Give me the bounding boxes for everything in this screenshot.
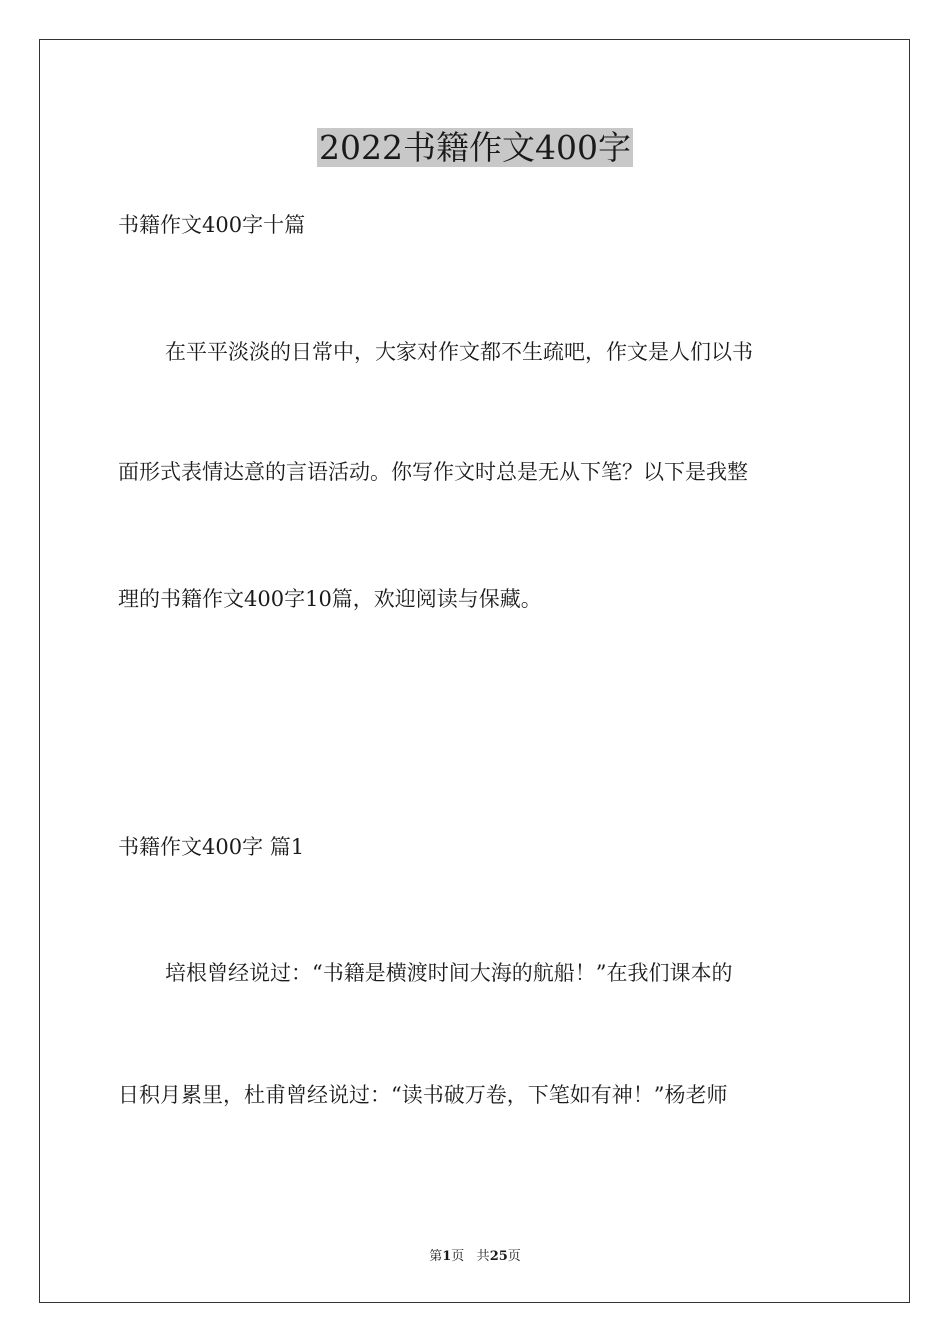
page-prefix: 第: [429, 1249, 443, 1264]
total-prefix: 共: [476, 1249, 490, 1264]
document-title-text: 2022书籍作文400字: [319, 128, 631, 167]
page-number: 1: [442, 1249, 452, 1264]
page-footer: [0, 1248, 950, 1266]
intro-line-1: 在平平淡淡的日常中，大家对作文都不生疏吧，作文是人们以书: [165, 340, 753, 364]
section-heading: 书籍作文400字 篇1: [118, 835, 305, 859]
subtitle: 书籍作文400字十篇: [118, 213, 306, 237]
page-suffix: 页: [451, 1249, 465, 1264]
intro-line-2: 面形式表情达意的言语活动。你写作文时总是无从下笔？以下是我整: [118, 460, 748, 484]
document-title: [0, 128, 950, 168]
body-line-2: 日积月累里，杜甫曾经说过：“读书破万卷，下笔如有神！”杨老师: [118, 1083, 728, 1107]
intro-line-3: 理的书籍作文400字10篇，欢迎阅读与保藏。: [118, 587, 542, 611]
total-suffix: 页: [507, 1249, 521, 1264]
total-pages: 25: [489, 1249, 508, 1264]
body-line-1: 培根曾经说过：“书籍是横渡时间大海的航船！”在我们课本的: [165, 961, 733, 985]
